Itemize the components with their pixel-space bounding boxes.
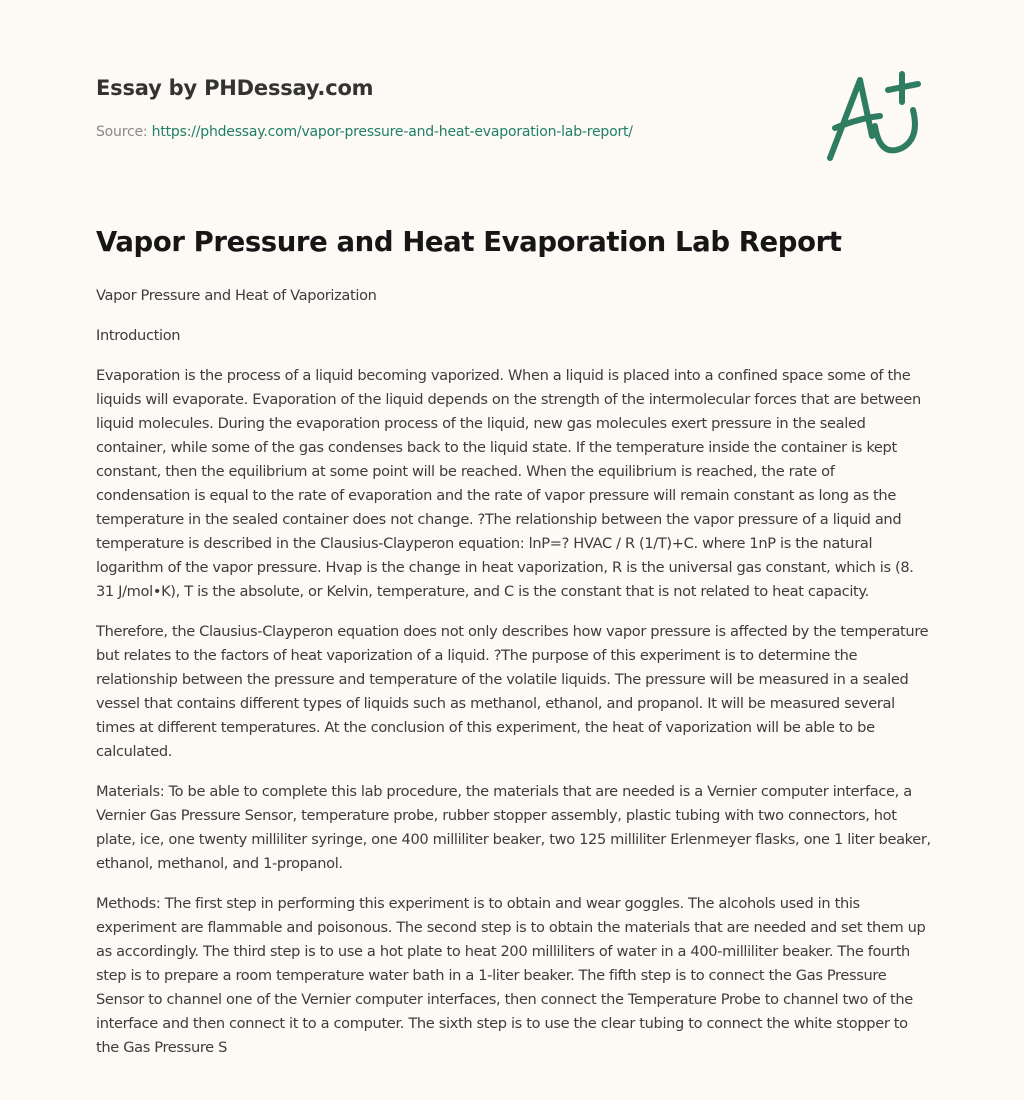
essay-subtitle: Vapor Pressure and Heat of Vaporization <box>96 287 377 304</box>
source-link[interactable]: https://phdessay.com/vapor-pressure-and-heat-evaporation-lab-report/ <box>151 124 633 140</box>
site-title: Essay by PHDessay.com <box>96 76 374 100</box>
essay-header <box>96 76 796 140</box>
essay-body <box>96 284 931 1076</box>
paragraph-purpose: Therefore, the Clausius-Clayperon equation does not only describes how vapor pressure is affected by the temperature but relates to the factors of heat vaporization of a liquid. ?The purpose of this experiment is to determine the relationship between the pressure and temperature of the volatile liquids. The pressure will be measured in a sealed vessel that contains different types of liquids such as methanol, ethanol, and propanol. It will be measured several times at different temperatures. At the conclusion of this experiment, the heat of vaporization will be able to be calculated. <box>96 623 929 760</box>
source-line <box>96 124 796 140</box>
page-title: Vapor Pressure and Heat Evaporation Lab Report <box>96 226 842 258</box>
paragraph-introduction: Evaporation is the process of a liquid becoming vaporized. When a liquid is placed into a confined space some of the liquids will evaporate. Evaporation of the liquid depends on the strength of the intermolecular forces that are between liquid molecules. During the evaporation process of the liquid, new gas molecules exert pressure in the sealed container, while some of the gas condenses back to the liquid state. If the temperature inside the container is kept constant, then the equilibrium at some point will be reached. When the equilibrium is reached, the rate of condensation is equal to the rate of evaporation and the rate of vapor pressure will remain constant as long as the temperature in the sealed container does not change. ?The relationship between the vapor pressure of a liquid and temperature is described in the Clausius-Clayperon equation: lnP=? HVAC / R (1/T)+C. where 1nP is the natural logarithm of the vapor pressure. Hvap is the change in heat vaporization, R is the universal gas constant, which is (8. 31 J/mol•K), T is the absolute, or Kelvin, temperature, and C is the constant that is not related to heat capacity. <box>96 367 921 600</box>
a-plus-grade-icon <box>820 66 930 166</box>
source-label: Source: <box>96 124 148 140</box>
section-heading-introduction: Introduction <box>96 327 181 344</box>
paragraph-methods: Methods: The first step in performing this experiment is to obtain and wear goggles. The alcohols used in this experiment are flammable and poisonous. The second step is to obtain the materials that are needed and set them up as accordingly. The third step is to use a hot plate to heat 200 milliliters of water in a 400-milliliter beaker. The fourth step is to prepare a room temperature water bath in a 1-liter beaker. The fifth step is to connect the Gas Pressure Sensor to channel one of the Vernier computer interfaces, then connect the Temperature Probe to channel two of the interface and then connect it to a computer. The sixth step is to use the clear tubing to connect the white stopper to the Gas Pressure S <box>96 895 926 1056</box>
paragraph-materials: Materials: To be able to complete this lab procedure, the materials that are needed is a Vernier computer interface, a Vernier Gas Pressure Sensor, temperature probe, rubber stopper assembly, plastic tubing with two connectors, hot plate, ice, one twenty milliliter syringe, one 400 milliliter beaker, two 125 milliliter Erlenmeyer flasks, one 1 liter beaker, ethanol, methanol, and 1-propanol. <box>96 783 931 872</box>
